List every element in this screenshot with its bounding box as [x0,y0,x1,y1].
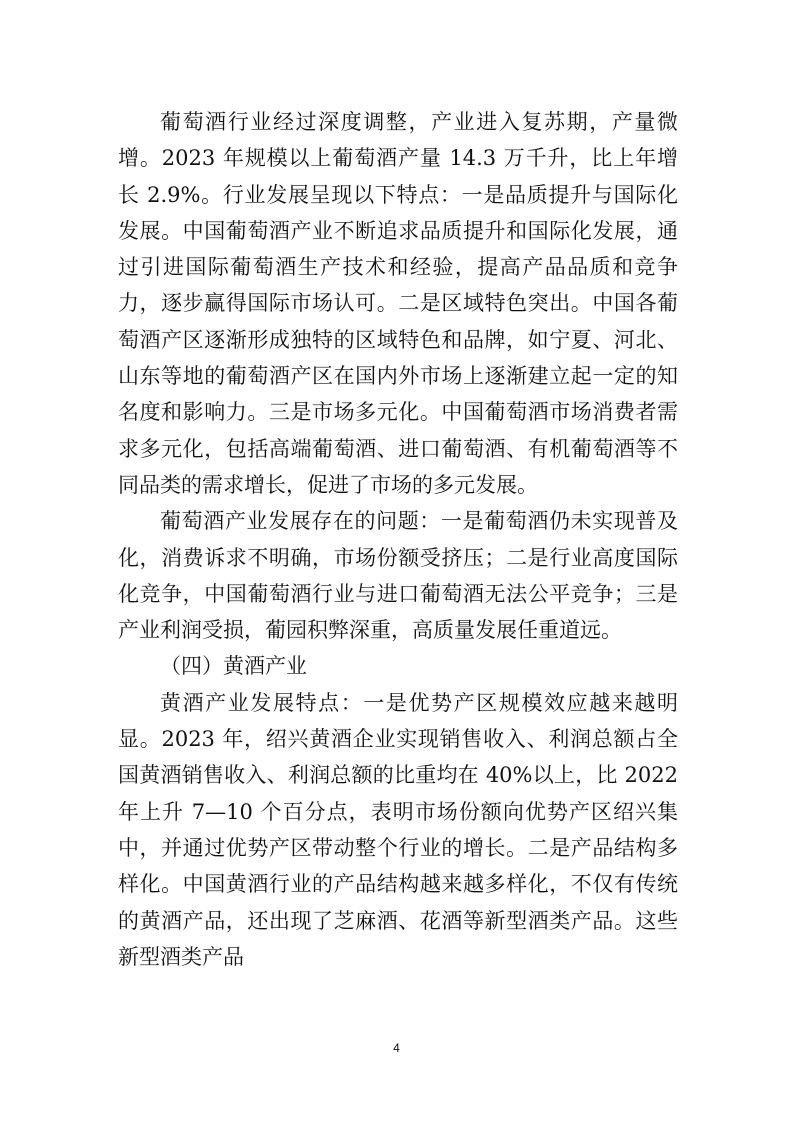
paragraph-yellow-wine-features: 黄酒产业发展特点：一是优势产区规模效应越来越明显。2023 年，绍兴黄酒企业实现销售收入、利润总额占全国黄酒销售收入、利润总额的比重均在 40%以上，比 2022 年上升 7—10 个百分点，表明市场份额向优势产区绍兴集中，并通过优势产区带动整个行业的增长。二是产品结构多样化。中国黄酒行业的产品结构越来越多样化，不仅有传统的黄酒产品，还出现了芝麻酒、花酒等新型酒类产品。这些新型酒类产品 [118,690,678,969]
paragraph-wine-industry-problems: 葡萄酒产业发展存在的问题：一是葡萄酒仍未实现普及化，消费诉求不明确，市场份额受挤压；二是行业高度国际化竞争，中国葡萄酒行业与进口葡萄酒无法公平竞争；三是产业利润受损，葡园积弊深重，高质量发展任重道远。 [118,509,678,643]
page-number: 4 [393,1041,400,1055]
paragraph-wine-industry-overview: 葡萄酒行业经过深度调整，产业进入复苏期，产量微增。2023 年规模以上葡萄酒产量 14.3 万千升，比上年增长 2.9%。行业发展呈现以下特点：一是品质提升与国际化发展。中国葡萄酒产业不断追求品质提升和国际化发展，通过引进国际葡萄酒生产技术和经验，提高产品品质和竞争力，逐步赢得国际市场认可。二是区域特色突出。中国各葡萄酒产区逐渐形成独特的区域特色和品牌，如宁夏、河北、山东等地的葡萄酒产区在国内外市场上逐渐建立起一定的知名度和影响力。三是市场多元化。中国葡萄酒市场消费者需求多元化，包括高端葡萄酒、进口葡萄酒、有机葡萄酒等不同品类的需求增长，促进了市场的多元发展。 [118,110,678,497]
document-body [118,104,678,975]
section-heading-yellow-wine: （四）黄酒产业 [160,654,307,679]
